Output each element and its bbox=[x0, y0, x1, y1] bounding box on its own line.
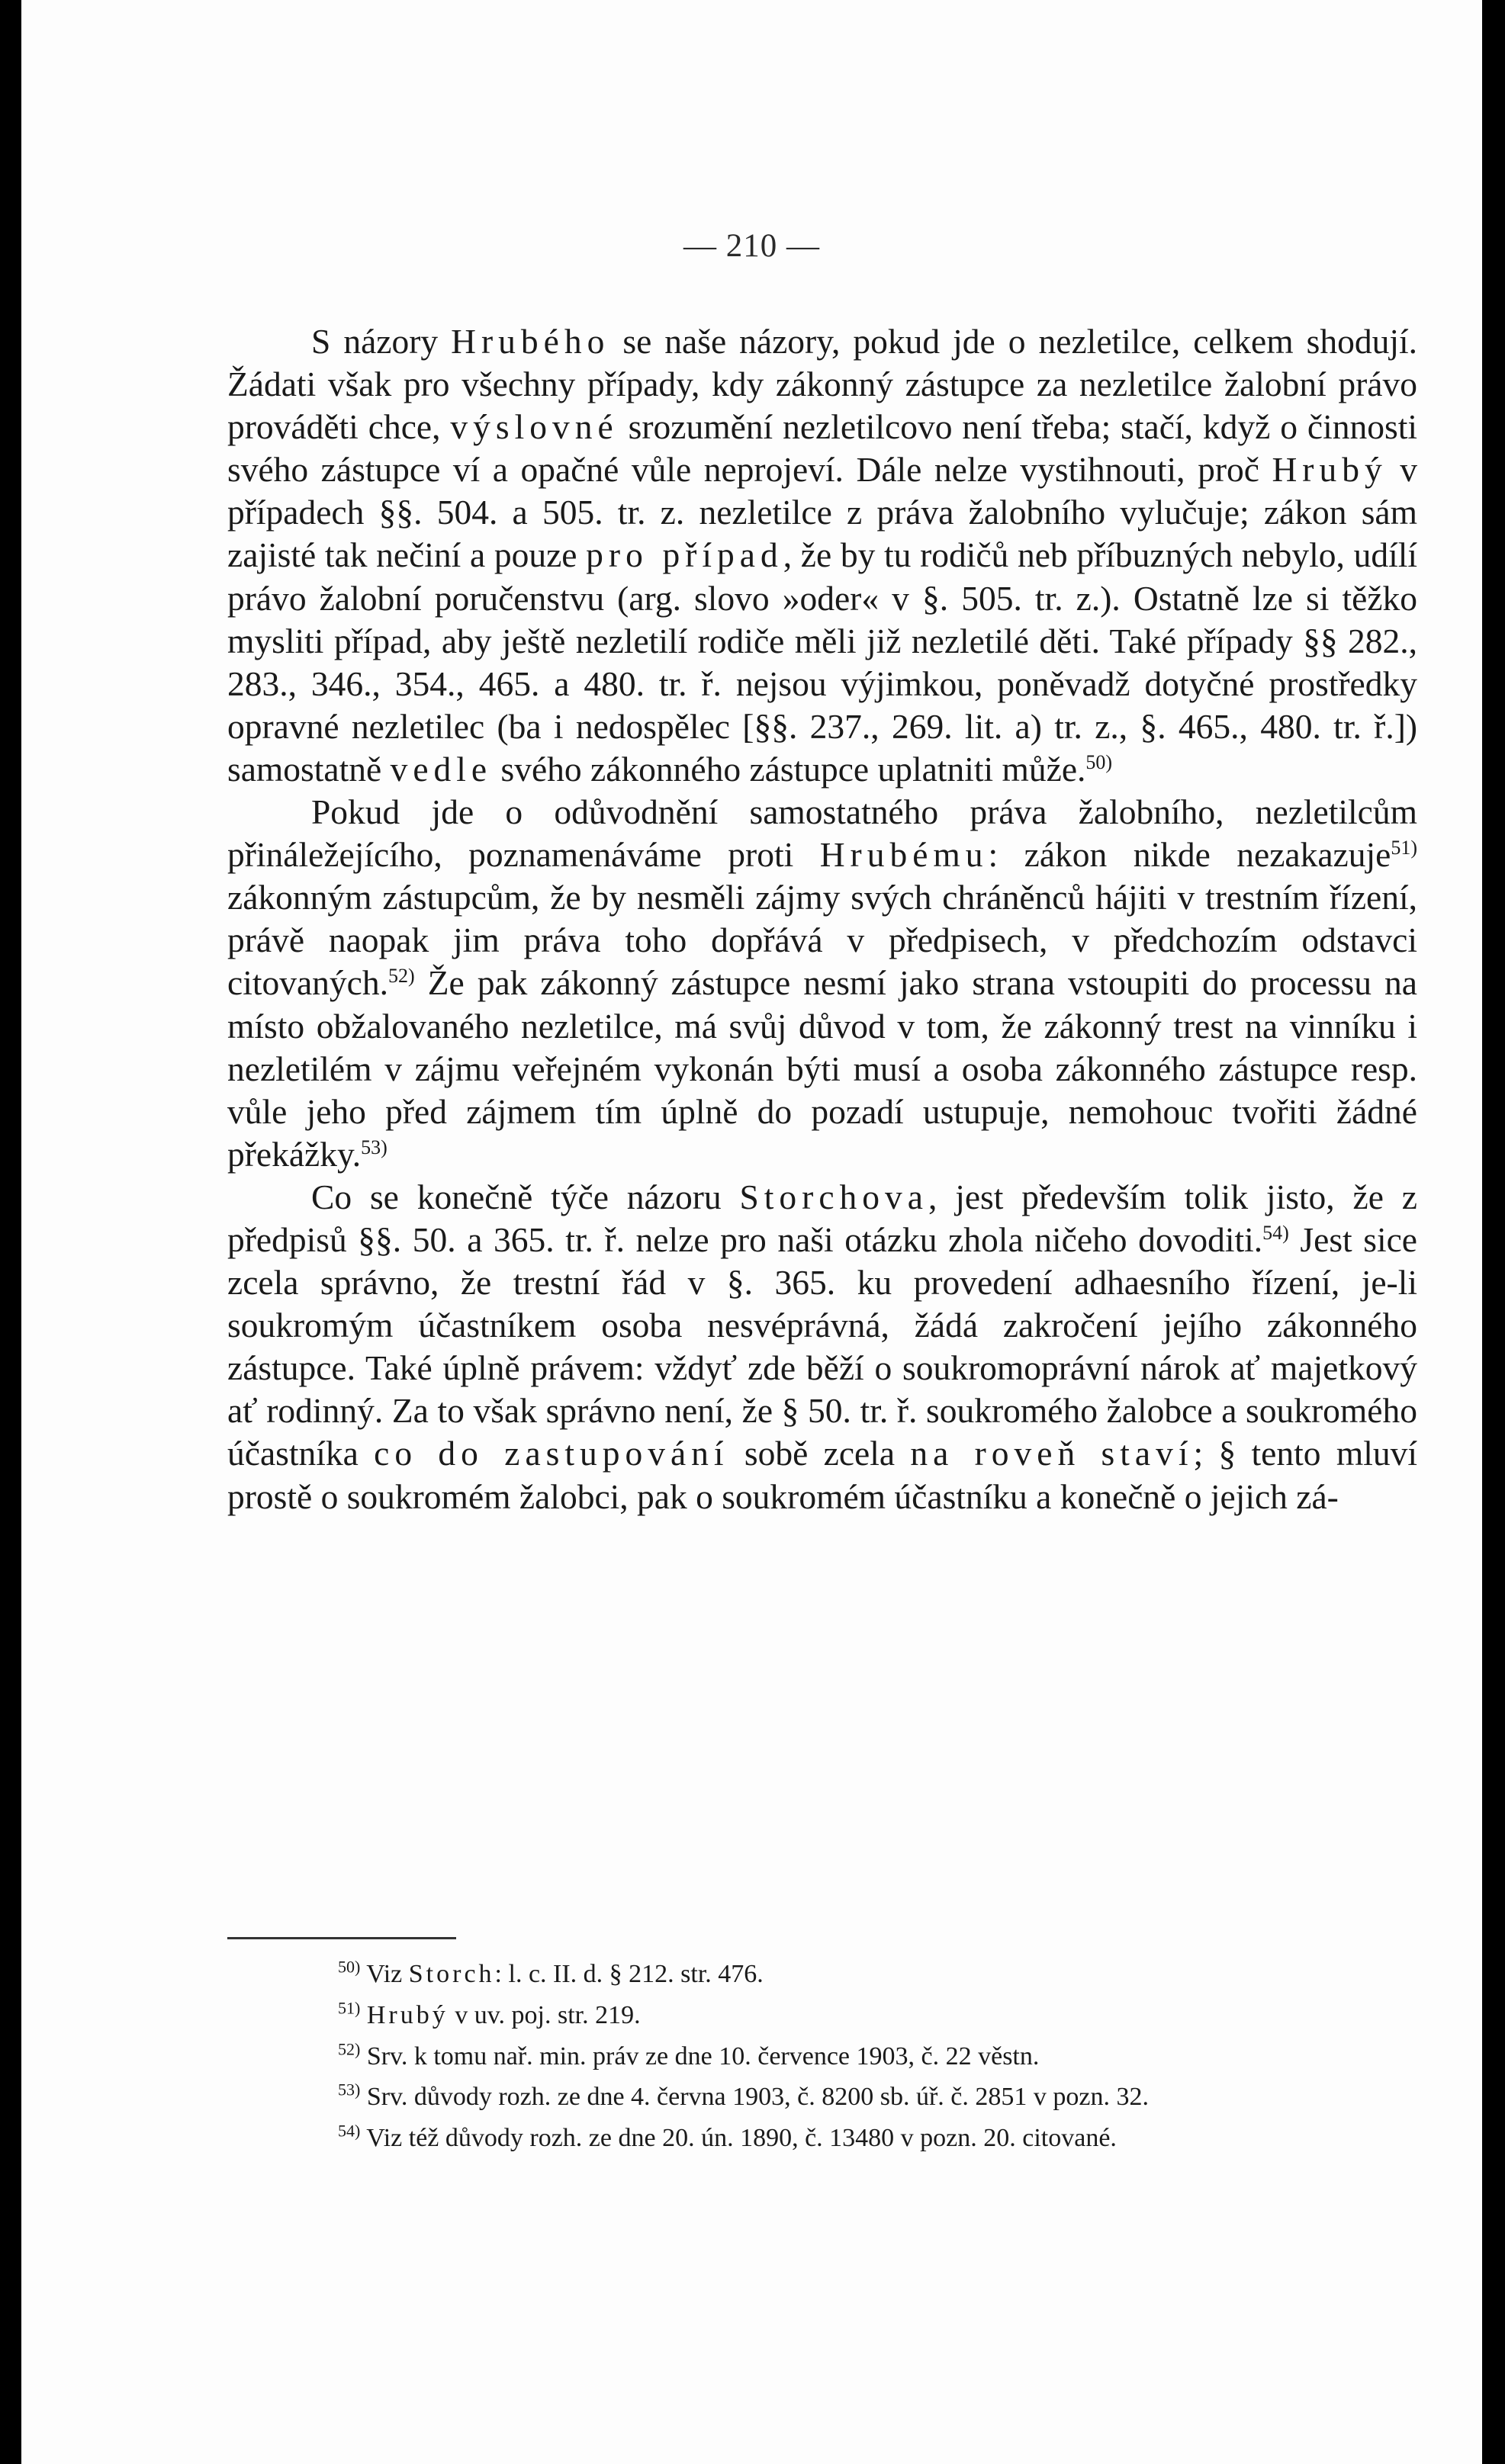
text-run: ; § tento mluví prostě o soukromém žalobci, pak o soukromém účastníku a konečně o jejich zá- bbox=[227, 1434, 1418, 1516]
footnote-reference: 51) bbox=[1391, 836, 1417, 859]
paragraph bbox=[227, 791, 1417, 1176]
text-run: zákonným zástupcům, že by nesměli zájmy svých chráněnců hájiti v trestním řízení, právě naopak jim práva toho dopřává v předpisech, v předchozím odstavci citovaných. bbox=[227, 878, 1417, 1003]
text-run: Co se konečně týče názoru bbox=[311, 1177, 740, 1216]
footnote-text: Srv. k tomu nař. min. práv ze dne 10. července 1903, č. 22 věstn. bbox=[360, 2042, 1040, 2070]
footnote-divider bbox=[227, 1937, 456, 1939]
footnote-reference: 54) bbox=[1262, 1221, 1289, 1244]
footnote-number: 54) bbox=[338, 2121, 361, 2141]
text-run: S názory bbox=[311, 322, 452, 361]
text-run: Že pak zákonný zástupce nesmí jako strana vstoupiti do processu na místo obžalovaného nezletilce, má svůj důvod v tom, že zákonný trest na vinníku i nezletilém v zájmu veřejném vykonán býti musí a osoba zákonného zástupce resp. vůle jeho před zájmem tím úplně do pozadí ustupuje, nemohouc tvořiti žádné překážky. bbox=[227, 963, 1417, 1174]
footnote bbox=[227, 2077, 1417, 2118]
footnote-text bbox=[360, 2001, 367, 2029]
emphasized-name: Hrubý bbox=[1272, 450, 1388, 490]
footnote-text: Viz bbox=[360, 1960, 409, 1988]
footnote-number: 52) bbox=[338, 2039, 361, 2059]
emphasized-name: Storchova bbox=[739, 1177, 928, 1216]
emphasized-name: vedle bbox=[390, 749, 493, 789]
footnote-text: v uv. poj. str. 219. bbox=[448, 2000, 641, 2029]
emphasized-name: pro případ bbox=[586, 535, 783, 575]
emphasized-name: Hrubého bbox=[451, 322, 610, 361]
footnote-reference: 53) bbox=[361, 1136, 388, 1158]
footnote-number: 50) bbox=[338, 1957, 361, 1977]
footnote-reference: 52) bbox=[388, 965, 415, 988]
emphasized-name: na roveň staví bbox=[910, 1434, 1194, 1473]
text-run: sobě zcela bbox=[728, 1434, 911, 1473]
footnote-reference: 50) bbox=[1085, 750, 1113, 773]
footnote bbox=[227, 1995, 1417, 2036]
emphasized-name: výslovné bbox=[450, 407, 619, 447]
text-run: , že by tu rodičů neb příbuzných nebylo, udílí právo žalobní poručenstvu (arg. slovo »oder« v §. 505. tr. z.). Ostatně lze si těžko mysliti případ, aby ještě nezletilí rodiče měli již nezletilé děti. Také případy §§ 282., 283., 346., 354., 465. a 480. tr. ř. nejsou výjimkou, poněvadž dotyčné prostředky opravné nezletilec (ba i nedospělec [§§. 237., 269. lit. a) tr. z., §. 465., 480. tr. ř.]) samostatně bbox=[227, 535, 1418, 789]
footnote-text: : l. c. II. d. § 212. str. 476. bbox=[494, 1960, 764, 1988]
emphasized-name: Storch bbox=[408, 1960, 495, 1988]
text-run: svého zákonného zástupce uplatniti může. bbox=[492, 749, 1086, 789]
text-run: : zákon nikde nezakazuje bbox=[988, 835, 1391, 875]
page-number: — 210 — bbox=[683, 228, 820, 264]
text-run: Pokud jde o odůvodnění samostatného práva žalobního, nezletilcům přináležejícího, poznamenáváme proti bbox=[227, 792, 1417, 875]
emphasized-name: Hrubému bbox=[819, 835, 989, 875]
footnote-text: Srv. důvody rozh. ze dne 4. června 1903, č. 8200 sb. úř. č. 2851 v pozn. 32. bbox=[360, 2083, 1149, 2112]
footnotes bbox=[227, 1954, 1417, 2159]
footnote bbox=[227, 2118, 1417, 2159]
footnote bbox=[227, 1954, 1417, 1995]
paragraph bbox=[227, 320, 1417, 791]
text-run: srozumění nezletilcovo není třeba; stačí, když o činnosti svého zástupce ví a opačné vůle neprojeví. Dále nelze vystihnouti, proč bbox=[227, 407, 1417, 490]
footnote-text: Viz též důvody rozh. ze dne 20. ún. 1890, č. 13480 v pozn. 20. citované. bbox=[360, 2124, 1117, 2153]
paragraph bbox=[227, 1176, 1417, 1518]
text-run: se naše názory, pokud jde o nezletilce, celkem shodují. Žádati však pro všechny případy, kdy zákonný zástupce za nezletilce žalobní právo prováděti chce, bbox=[227, 322, 1417, 447]
text-run: , jest především tolik jisto, že z předpisů §§. 50. a 365. tr. ř. nelze pro naši otázku zhola ničeho dovoditi. bbox=[227, 1177, 1417, 1259]
footnote-number: 51) bbox=[338, 1998, 361, 2018]
emphasized-name: Hrubý bbox=[366, 2000, 449, 2029]
body-text bbox=[227, 320, 1417, 1518]
text-run: Jest sice zcela správno, že trestní řád v §. 365. ku provedení adhaesního řízení, je-li soukromým účastníkem osoba nesvéprávná, žádá zakročení jejího zákonného zástupce. Také úplně právem: vždyť zde běží o soukromoprávní nárok ať majetkový ať rodinný. Za to však správno není, že § 50. tr. ř. soukromého žalobce a soukromého účastníka bbox=[227, 1219, 1417, 1473]
text-run: v případech §§. 504. a 505. tr. z. nezletilce z práva žalobního vylučuje; zákon sám zajisté tak nečiní a pouze bbox=[227, 450, 1417, 575]
footnote-number: 53) bbox=[338, 2080, 361, 2100]
emphasized-name: co do zastupování bbox=[374, 1434, 729, 1473]
book-page bbox=[21, 0, 1482, 2464]
footnote bbox=[227, 2036, 1417, 2077]
